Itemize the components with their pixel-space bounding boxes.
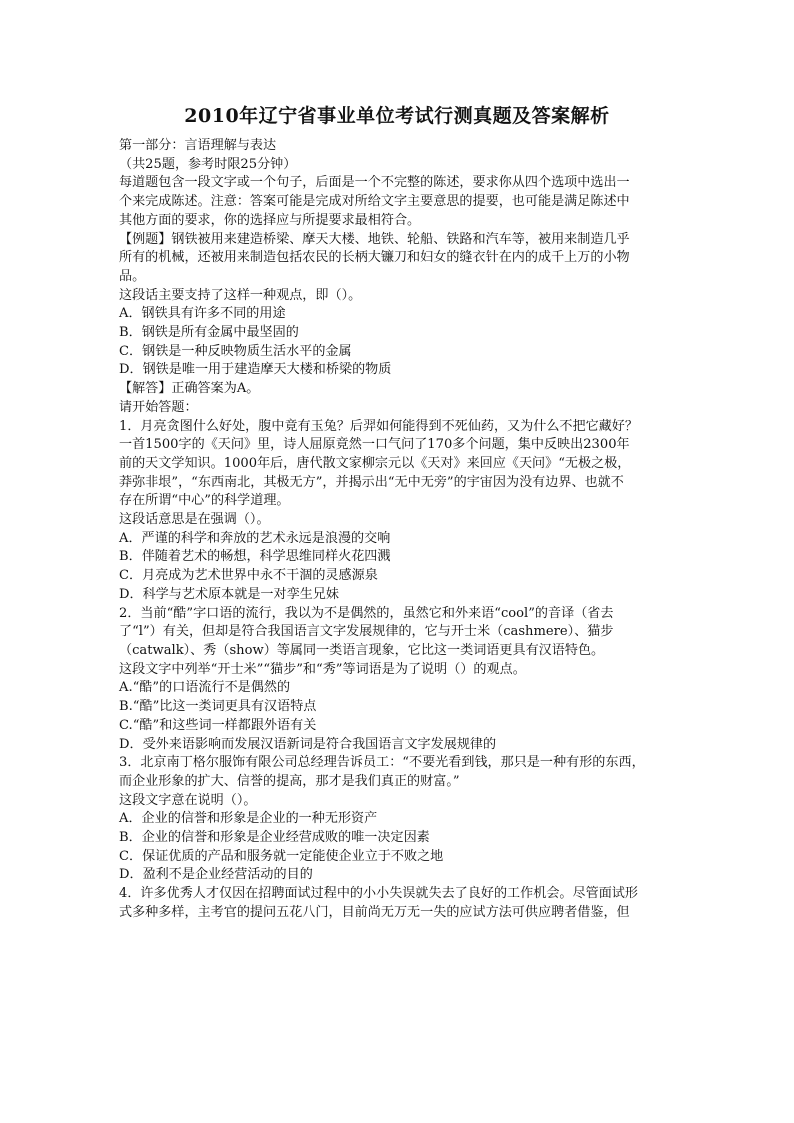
text-line: 这段话主要支持了这样一种观点，即（）。 xyxy=(119,287,362,303)
text-line: B.“酷”比这一类词更具有汉语特点 xyxy=(119,699,317,715)
text-line: D．科学与艺术原本就是一对孪生兄妹 xyxy=(119,586,339,602)
text-line: A．企业的信誉和形象是企业的一种无形资产 xyxy=(119,811,378,827)
text-line: 而企业形象的扩大、信誉的提高，那才是我们真正的财富。” xyxy=(119,773,460,789)
text-line: 请开始答题： xyxy=(119,399,198,415)
text-line: 存在所谓“中心”的科学道理。 xyxy=(119,493,290,509)
text-line: 这段文字中列举“开士米”“猫步”和“秀”等词语是为了说明（）的观点。 xyxy=(119,661,526,677)
text-line: 其他方面的要求，你的选择应与所提要求最相符合。 xyxy=(119,212,421,228)
text-line: C．保证优质的产品和服务就一定能使企业立于不败之地 xyxy=(119,848,444,864)
text-line: C.“酷”和这些词一样都跟外语有关 xyxy=(119,717,317,733)
text-line: 式多种多样，主考官的提问五花八门，目前尚无万无一失的应试方法可供应聘者借鉴，但 xyxy=(119,904,630,920)
text-line: A.“酷”的口语流行不是偶然的 xyxy=(119,680,291,696)
document-title: 2010年辽宁省事业单位考试行测真题及答案解析 xyxy=(184,105,610,127)
text-line: 【例题】钢铁被用来建造桥梁、摩天大楼、地铁、轮船、铁路和汽车等，被用来制造几乎 xyxy=(119,231,630,247)
text-line: C．月亮成为艺术世界中永不干涸的灵感源泉 xyxy=(119,568,378,584)
text-line: 前的天文学知识。1000年后，唐代散文家柳宗元以《天对》来回应《天问》“无极之极， xyxy=(119,455,631,471)
text-line: 每道题包含一段文字或一个句子，后面是一个不完整的陈述，要求你从四个选项中选出一 xyxy=(119,175,630,191)
text-line: （catwalk）、秀（show）等属同一类语言现象，它比这一类词语更具有汉语特色。 xyxy=(119,642,605,658)
text-line: A．严谨的科学和奔放的艺术永远是浪漫的交响 xyxy=(119,530,391,546)
text-line: 3．北京南丁格尔服饰有限公司总经理告诉员工：“不要光看到钱，那只是一种有形的东西， xyxy=(119,755,645,771)
text-line: 这段话意思是在强调（）。 xyxy=(119,512,270,528)
text-line: C．钢铁是一种反映物质生活水平的金属 xyxy=(119,343,352,359)
text-line: 这段文字意在说明（）。 xyxy=(119,792,257,808)
text-line: D．盈利不是企业经营活动的目的 xyxy=(119,867,313,883)
text-line: B．钢铁是所有金属中最坚固的 xyxy=(119,325,299,341)
text-line: 2．当前“酷”字口语的流行，我以为不是偶然的，虽然它和外来语“cool”的音译（省去 xyxy=(119,605,614,621)
text-line: 个来完成陈述。注意：答案可能是完成对所给文字主要意思的提要，也可能是满足陈述中 xyxy=(119,194,630,210)
text-line: D．受外来语影响而发展汉语新词是符合我国语言文字发展规律的 xyxy=(119,736,497,752)
text-line: 莽弥非垠”，“东西南北，其极无方”，并揭示出“无中无旁”的宇宙因为没有边界、也就不 xyxy=(119,474,624,490)
document-body xyxy=(119,137,679,923)
text-line: A．钢铁具有许多不同的用途 xyxy=(119,306,286,322)
text-line: （共25题，参考时限25分钟） xyxy=(119,156,297,172)
text-line: 所有的机械，还被用来制造包括农民的长柄大镰刀和妇女的缝衣针在内的成千上万的小物 xyxy=(119,250,630,266)
text-line: 一首1500字的《天问》里，诗人屈原竟然一口气问了170多个问题，集中反映出2300年 xyxy=(119,437,630,453)
text-line: D．钢铁是唯一用于建造摩天大楼和桥梁的物质 xyxy=(119,362,392,378)
text-line: 品。 xyxy=(119,268,146,284)
text-line: B．企业的信誉和形象是企业经营成败的唯一决定因素 xyxy=(119,830,430,846)
text-line: 【解答】正确答案为A。 xyxy=(119,381,260,397)
text-line: 第一部分：言语理解与表达 xyxy=(119,138,277,153)
text-line: 1．月亮贪图什么好处，腹中竟有玉兔？后羿如何能得到不死仙药，又为什么不把它藏好？ xyxy=(119,418,638,434)
text-line: 了“l”）有关，但却是符合我国语言文字发展规律的，它与开士米（cashmere）、猫步 xyxy=(119,624,614,640)
text-line: 4．许多优秀人才仅因在招聘面试过程中的小小失误就失去了良好的工作机会。尽管面试形 xyxy=(119,886,638,902)
text-line: B．伴随着艺术的畅想，科学思维同样火花四溅 xyxy=(119,549,391,565)
